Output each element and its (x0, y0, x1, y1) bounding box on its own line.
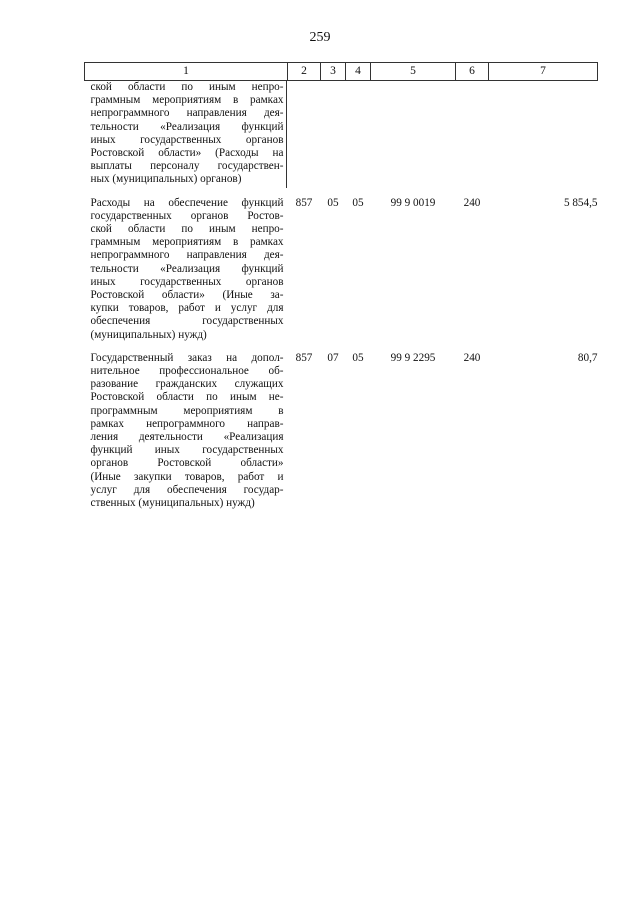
row-spacer-cell (85, 342, 598, 352)
budget-table (84, 62, 598, 510)
header-cell-4: 4 (346, 63, 371, 81)
ministry-code-cell (288, 81, 321, 187)
row-spacer (85, 187, 598, 197)
expense-type-cell: 240 (463, 196, 481, 209)
expense-name-line: органов Ростовской области» (90, 457, 284, 470)
row-spacer-cell (85, 187, 598, 197)
expense-name-line: тельности «Реализация функций (90, 120, 284, 133)
expense-name-line: программным мероприятиям в (90, 404, 284, 417)
expense-name-line: рамках непрограммного направ- (90, 417, 284, 430)
expense-name-line: ственных (муниципальных) нужд) (90, 497, 255, 510)
expense-name-line: выплаты персоналу государствен- (90, 160, 284, 173)
header-cell-2: 2 (288, 63, 321, 81)
expense-name-line: Ростовской области» (Расходы на (90, 147, 284, 160)
expense-name-line: тельности «Реализация функций (90, 262, 284, 275)
section-code-cell: 05 (327, 196, 339, 209)
expense-type-cell (456, 81, 489, 187)
expense-name-line: непрограммного направления дея- (90, 107, 284, 120)
expense-name-line: ления деятельности «Реализация (90, 431, 284, 444)
expense-name-line: Ростовской области по иным не- (90, 391, 284, 404)
expense-name-line: нительное профессиональное об- (90, 365, 284, 378)
subsection-code-cell (346, 81, 371, 187)
table-row (85, 197, 598, 342)
subsection-code-cell: 05 (352, 196, 364, 209)
row-spacer (85, 342, 598, 352)
expense-name-cell (85, 197, 288, 342)
expense-name-line: купки товаров, работ и услуг для (90, 302, 284, 315)
expense-name-line: иных государственных органов (90, 275, 284, 288)
expense-name-cell (85, 352, 288, 510)
expense-name-line: ской области по иным непро- (90, 223, 284, 236)
expense-name-line: непрограммного направления дея- (90, 249, 284, 262)
target-article-cell: 99 9 0019 (390, 196, 436, 209)
target-article-cell: 99 9 2295 (390, 351, 436, 364)
header-cell-7: 7 (489, 63, 598, 81)
ministry-code-cell: 857 (295, 196, 313, 209)
expense-name-cell (85, 81, 288, 187)
expense-name-line: услуг для обеспечения государ- (90, 483, 284, 496)
amount-cell: 5 854,5 (563, 196, 598, 209)
header-cell-1: 1 (85, 63, 288, 81)
header-row (85, 63, 598, 81)
expense-name-line: иных государственных органов (90, 133, 284, 146)
page-number: 259 (309, 30, 331, 45)
expense-name-line: Расходы на обеспечение функций (90, 196, 284, 209)
expense-name-line: Ростовской области» (Иные за- (90, 289, 284, 302)
header-cell-6: 6 (456, 63, 489, 81)
amount-cell (489, 81, 598, 187)
expense-name-line: Государственный заказ на допол- (90, 351, 284, 364)
expense-name-line: государственных органов Ростов- (90, 209, 284, 222)
header-cell-5: 5 (371, 63, 456, 81)
ministry-code-cell: 857 (295, 351, 313, 364)
expense-name-line: граммным мероприятиям в рамках (90, 94, 284, 107)
expense-name-line: функций иных государственных (90, 444, 284, 457)
expense-name-line: обеспечения государственных (90, 315, 284, 328)
section-code-cell: 07 (327, 351, 339, 364)
subsection-code-cell: 05 (352, 351, 364, 364)
expense-name-line: ных (муниципальных) органов) (90, 173, 242, 186)
expense-name-line: граммным мероприятиям в рамках (90, 236, 284, 249)
expense-name-line: ской области по иным непро- (90, 81, 284, 93)
expense-name-line: (муниципальных) нужд) (90, 328, 207, 341)
amount-cell: 80,7 (577, 351, 598, 364)
table-row (85, 352, 598, 510)
section-code-cell (321, 81, 346, 187)
table-row (85, 81, 598, 187)
expense-name-line: (Иные закупки товаров, работ и (90, 470, 284, 483)
expense-name-line: разование гражданских служащих (90, 378, 284, 391)
expense-type-cell: 240 (463, 351, 481, 364)
target-article-cell (371, 81, 456, 187)
header-cell-3: 3 (321, 63, 346, 81)
